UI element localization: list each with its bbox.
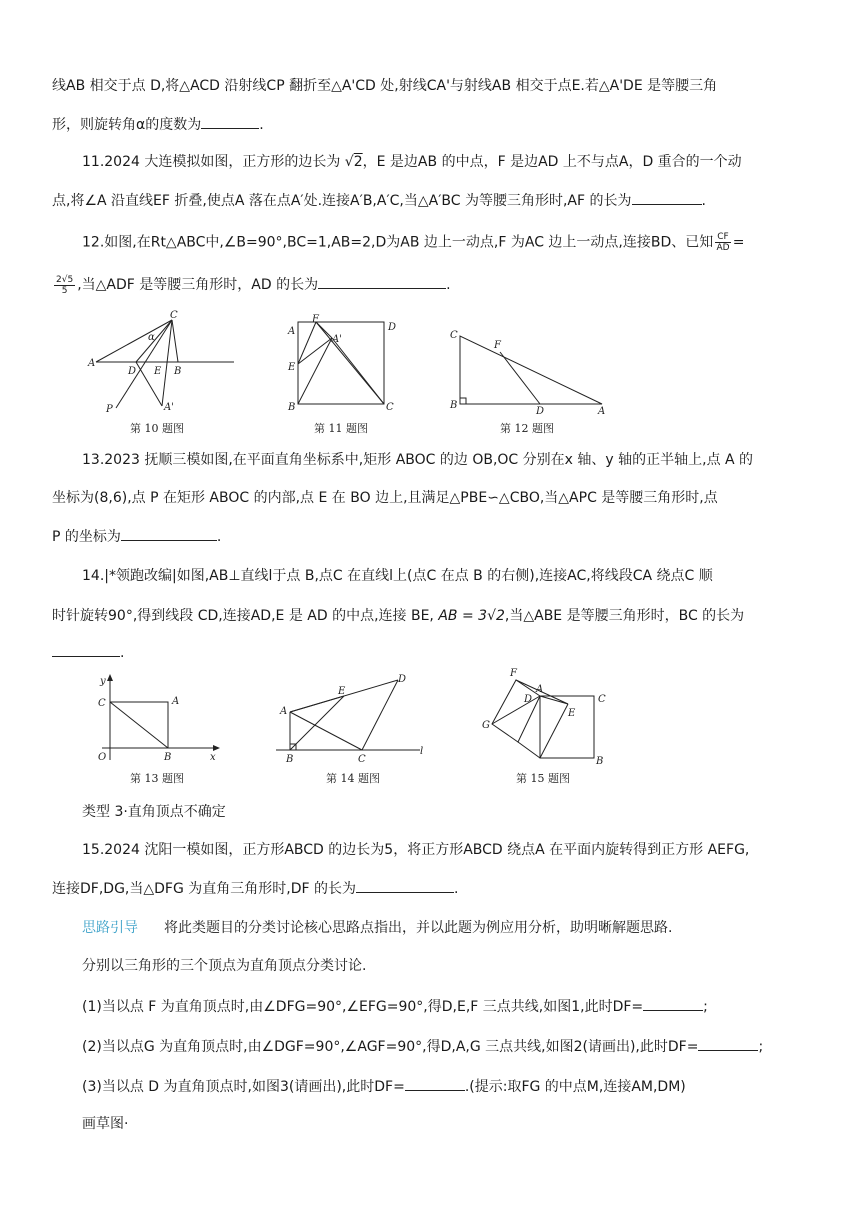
figure-14 xyxy=(270,672,430,770)
label-a-prime: A' xyxy=(164,402,174,413)
label-e: E xyxy=(288,362,296,373)
hint-label: 思路引导 xyxy=(82,920,138,936)
label-a: A xyxy=(172,696,180,707)
p11-end: . xyxy=(701,193,706,209)
p10-line2 xyxy=(52,114,812,135)
label-a: A xyxy=(280,706,288,717)
p14-math: AB = 3√2 xyxy=(438,608,505,624)
label-x: x xyxy=(210,752,216,763)
p12-line2 xyxy=(52,274,812,296)
p10-line1: 线AB 相交于点 D,将△ACD 沿射线CP 翻折至△A'CD 处,射线CA'与射线AB 相交于点E.若△A'DE 是等腰三角 xyxy=(52,78,718,94)
p15-line1: 15.2024 沈阳一模如图，正方形ABCD 的边长为5，将正方形ABCD 绕点A 在平面内旋转得到正方形 AEFG, xyxy=(82,842,750,858)
hint-line xyxy=(82,918,812,938)
case1-end: ; xyxy=(703,999,708,1015)
label-b: B xyxy=(450,400,458,411)
figure-10 xyxy=(86,308,236,422)
label-a: A xyxy=(288,326,296,337)
label-f: F xyxy=(312,314,319,325)
equals-sign: = xyxy=(732,234,745,251)
p13-line3 xyxy=(52,526,812,547)
p12-end: . xyxy=(446,277,451,293)
label-f: F xyxy=(494,340,501,351)
p10-text: 形，则旋转角α的度数为 xyxy=(52,117,202,133)
p13-line1: 13.2023 抚顺三模如图,在平面直角坐标系中,矩形 ABOC 的边 OB,OC 分别在x 轴、y 轴的正半轴上,点 A 的 xyxy=(82,452,754,468)
caption-14: 第 14 题图 xyxy=(326,772,380,785)
p14-line3 xyxy=(52,642,812,663)
p11-text-b: ，E 是边AB 的中点，F 是边AD 上不与点A，D 重合的一个动 xyxy=(362,154,742,170)
label-p: P xyxy=(106,404,113,415)
p11-line2 xyxy=(52,190,812,211)
label-a: A xyxy=(536,684,544,695)
figure-13 xyxy=(92,672,222,768)
label-e: E xyxy=(568,708,576,719)
answer-blank[interactable] xyxy=(643,996,703,1011)
p12-line1 xyxy=(82,232,812,253)
frac-num: 2√5 xyxy=(56,274,74,285)
answer-blank[interactable] xyxy=(405,1076,465,1091)
figure-11 xyxy=(286,314,406,418)
p10-end: . xyxy=(259,117,264,133)
label-d: D xyxy=(128,366,137,377)
p12-text-b: ,当△ADF 是等腰三角形时，AD 的长为 xyxy=(77,277,319,293)
answer-blank[interactable] xyxy=(356,878,454,893)
frac-num: CF xyxy=(717,232,729,242)
label-e: E xyxy=(338,686,346,697)
p14-line1: 14.|*领跑改编|如图,AB⊥直线l于点 B,点C 在直线l上(点C 在点 B 的右侧),连接AC,将线段CA 绕点C 顺 xyxy=(82,568,713,584)
label-f: F xyxy=(510,668,517,679)
label-a-prime: A' xyxy=(332,334,342,345)
answer-blank[interactable] xyxy=(52,642,120,657)
p11-line1 xyxy=(82,152,812,172)
label-c: C xyxy=(98,698,106,709)
label-b: B xyxy=(164,752,172,763)
answer-blank[interactable] xyxy=(121,526,217,541)
p14-text-a: 时针旋转90°,得到线段 CD,连接AD,E 是 AD 的中点,连接 BE, xyxy=(52,608,439,624)
sqrt-sign: √ xyxy=(344,154,354,170)
label-c: C xyxy=(386,402,394,413)
label-e: E xyxy=(154,366,162,377)
frac-den: AD xyxy=(716,243,730,253)
caption-11: 第 11 题图 xyxy=(314,422,368,435)
p11-text-a: 11.2024 大连模拟如图，正方形的边长为 xyxy=(82,154,345,170)
analysis-case1 xyxy=(82,996,812,1017)
label-b: B xyxy=(174,366,182,377)
case2-end: ; xyxy=(758,1039,764,1055)
sqrt-value: 2 xyxy=(353,154,363,170)
caption-10: 第 10 题图 xyxy=(130,422,184,435)
frac-den: 5 xyxy=(61,285,68,296)
section-heading-type3: 类型 3·直角顶点不确定 xyxy=(82,804,226,820)
p15-end: . xyxy=(454,881,459,897)
case2-text: (2)当以点G 为直角顶点时,由∠DGF=90°,∠AGF=90°,得D,A,G 三点共线,如图2(请画出),此时DF= xyxy=(82,1039,699,1055)
label-g: G xyxy=(482,720,490,731)
label-d: D xyxy=(536,406,545,416)
caption-15: 第 15 题图 xyxy=(516,772,570,785)
label-c: C xyxy=(170,310,178,321)
p15-text: 连接DF,DG,当△DFG 为直角三角形时,DF 的长为 xyxy=(52,881,356,897)
label-a: A xyxy=(598,406,606,416)
label-b: B xyxy=(286,754,294,765)
hint-text: 将此类题目的分类讨论核心思路点指出，并以此题为例应用分析，助明晰解题思路. xyxy=(164,920,673,936)
figure-12 xyxy=(446,324,616,420)
label-d: D xyxy=(388,322,397,333)
p14-text-b: ,当△ABE 是等腰三角形时，BC 的长为 xyxy=(504,608,745,624)
caption-13: 第 13 题图 xyxy=(130,772,184,785)
answer-blank[interactable] xyxy=(632,190,702,205)
answer-blank[interactable] xyxy=(698,1036,758,1051)
p12-text-a: 12.如图,在Rt△ABC中,∠B=90°,BC=1,AB=2,D为AB 边上一动点,F 为AC 边上一动点,连接BD、已知 xyxy=(82,234,714,251)
p15-line2 xyxy=(52,878,812,899)
p13-line2: 坐标为(8,6),点 P 在矩形 ABOC 的内部,点 E 在 BO 边上,且满足△PBE∽△CBO,当△APC 是等腰三角形时,点 xyxy=(52,490,718,506)
p13-end: . xyxy=(216,529,222,545)
fraction-2sqrt5-5 xyxy=(54,275,75,296)
figure-15 xyxy=(478,664,618,772)
p14-line2 xyxy=(52,606,812,626)
label-c: C xyxy=(598,694,606,705)
label-o: O xyxy=(98,752,107,763)
fraction-cf-ad xyxy=(715,232,730,253)
label-d: D xyxy=(398,674,407,685)
answer-blank[interactable] xyxy=(201,114,259,129)
label-d: D xyxy=(524,694,533,705)
analysis-intro: 分别以三角形的三个顶点为直角顶点分类讨论. xyxy=(82,958,367,974)
label-c: C xyxy=(358,754,366,765)
label-c: C xyxy=(450,330,458,341)
analysis-case2 xyxy=(82,1036,812,1057)
analysis-case3 xyxy=(82,1076,812,1097)
p11-text-c: 点,将∠A 沿直线EF 折叠,使点A 落在点A′处.连接A′B,A′C,当△A′BC 为等腰三角形时,AF 的长为 xyxy=(52,193,632,209)
label-b: B xyxy=(596,756,604,767)
caption-12: 第 12 题图 xyxy=(500,422,554,435)
case3-text: (3)当以点 D 为直角顶点时,如图3(请画出),此时DF= xyxy=(82,1079,405,1095)
p13-text: P 的坐标为 xyxy=(52,529,121,545)
label-l: l xyxy=(420,746,424,757)
label-b: B xyxy=(288,402,296,413)
case1-text: (1)当以点 F 为直角顶点时,由∠DFG=90°,∠EFG=90°,得D,E,F 三点共线,如图1,此时DF= xyxy=(82,999,644,1015)
label-y: y xyxy=(100,676,106,687)
draft-label: 画草图· xyxy=(82,1116,129,1132)
label-a: A xyxy=(88,358,96,369)
case3-end: .(提示:取FG 的中点M,连接AM,DM) xyxy=(464,1079,686,1095)
answer-blank[interactable] xyxy=(318,274,446,289)
label-alpha: α xyxy=(148,332,155,343)
p14-end: . xyxy=(120,645,125,661)
